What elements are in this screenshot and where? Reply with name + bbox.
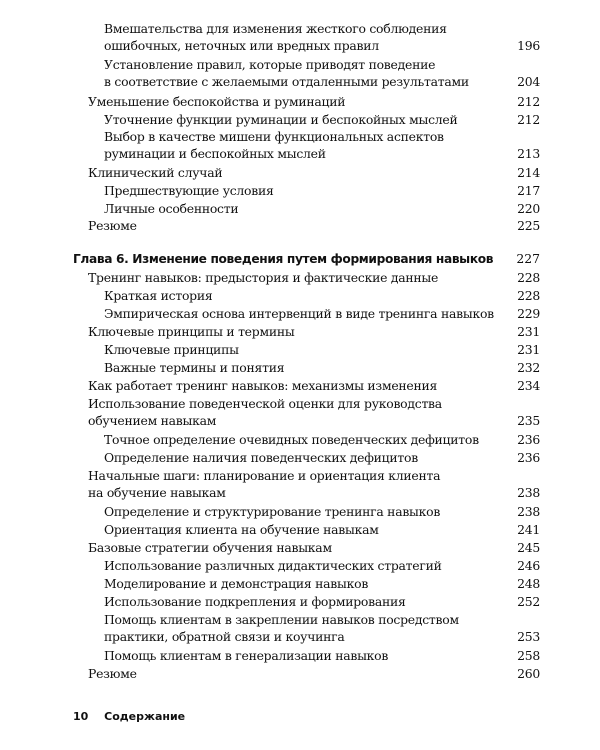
toc-entry-title: Уменьшение беспокойства и руминаций <box>88 94 346 109</box>
toc-entry-page: 252 <box>517 594 540 609</box>
toc-entry <box>88 94 540 110</box>
toc-entry <box>104 21 540 54</box>
toc-entry-title: Ключевые принципы и термины <box>88 324 295 339</box>
toc-entry-title: Использование поведенческой оценки для руководства <box>88 396 442 411</box>
footer-page-number: 10 <box>73 710 89 723</box>
toc-entry-title: Использование подкрепления и формирования <box>104 594 406 609</box>
toc-entry-page: 225 <box>517 218 540 233</box>
toc-entry <box>104 558 540 574</box>
toc-entry <box>104 183 540 199</box>
toc-entry-page: 258 <box>517 648 540 663</box>
toc-entry-title: Выбор в качестве мишени функциональных аспектов <box>104 129 444 144</box>
toc-entry-page: 253 <box>517 629 540 644</box>
toc-entry-page: 212 <box>517 94 540 109</box>
toc-entry-title: Помощь клиентам в генерализации навыков <box>104 648 389 663</box>
toc-entry-title: Резюме <box>88 218 137 233</box>
toc-entry-title: Важные термины и понятия <box>104 360 285 375</box>
toc-entry-title: Эмпирическая основа интервенций в виде тренинга навыков <box>104 306 494 321</box>
toc-entry <box>88 468 540 501</box>
toc-entry-page: 241 <box>517 522 540 537</box>
toc-entry-title: Моделирование и демонстрация навыков <box>104 576 369 591</box>
toc-entry-page: 238 <box>517 485 540 500</box>
toc-entry-title: Краткая история <box>104 288 213 303</box>
toc-entry-title: Клинический случай <box>88 165 223 180</box>
toc-entry <box>88 666 540 682</box>
toc-entry <box>104 288 540 304</box>
toc-entry-title: Резюме <box>88 666 137 681</box>
toc-entry-page: 260 <box>517 666 540 681</box>
toc-entry <box>104 594 540 610</box>
toc-entry <box>104 342 540 358</box>
toc-entry-page: 217 <box>517 183 540 198</box>
toc-entry-title-continued: на обучение навыкам <box>88 485 226 500</box>
toc-entry <box>104 504 540 520</box>
toc-entry <box>88 324 540 340</box>
toc-chapter-heading <box>73 251 540 267</box>
toc-entry <box>104 612 540 645</box>
toc-entry-page: 220 <box>517 201 540 216</box>
toc-entry-title: Использование различных дидактических стратегий <box>104 558 442 573</box>
toc-entry <box>104 306 540 322</box>
toc-entry <box>104 576 540 592</box>
toc-entry-page: 236 <box>517 432 540 447</box>
toc-entry-title: Личные особенности <box>104 201 239 216</box>
toc-entry <box>88 378 540 394</box>
toc-entry-title: Определение наличия поведенческих дефицитов <box>104 450 418 465</box>
toc-entry-page: 236 <box>517 450 540 465</box>
toc-entry-title: Тренинг навыков: предыстория и фактические данные <box>88 270 439 285</box>
toc-entry-title-continued: обучением навыкам <box>88 413 217 428</box>
toc-entry-page: 234 <box>517 378 540 393</box>
toc-entry-page: 229 <box>517 306 540 321</box>
toc-entry-page: 246 <box>517 558 540 573</box>
toc-entry <box>104 360 540 376</box>
toc-entry-title: Установление правил, которые приводят поведение <box>104 57 436 72</box>
toc-entry-page: 213 <box>517 146 540 161</box>
toc-entry <box>104 57 540 90</box>
toc-entry-page: 231 <box>517 342 540 357</box>
toc-entry <box>104 522 540 538</box>
toc-entry-page: 212 <box>517 112 540 127</box>
toc-entry-page: 232 <box>517 360 540 375</box>
toc-entry-title: Предшествующие условия <box>104 183 274 198</box>
toc-entry <box>104 648 540 664</box>
toc-entry-page: 231 <box>517 324 540 339</box>
toc-entry-title: Точное определение очевидных поведенческих дефицитов <box>104 432 479 447</box>
toc-entry-title: Помощь клиентам в закреплении навыков посредством <box>104 612 459 627</box>
toc-entry-page: 227 <box>516 251 540 266</box>
toc-entry <box>88 165 540 181</box>
toc-entry-page: 204 <box>517 74 540 89</box>
toc-entry <box>88 218 540 234</box>
chapter-title: Глава 6. Изменение поведения путем формирования навыков <box>73 252 494 266</box>
toc-entry <box>104 450 540 466</box>
toc-entry-title: Уточнение функции руминации и беспокойных мыслей <box>104 112 458 127</box>
toc-entry-title-continued: руминации и беспокойных мыслей <box>104 146 326 161</box>
page-footer <box>73 710 185 723</box>
toc-entry-title: Базовые стратегии обучения навыкам <box>88 540 332 555</box>
toc-entry <box>88 540 540 556</box>
toc-entry-title-continued: ошибочных, неточных или вредных правил <box>104 38 379 53</box>
toc-entry <box>104 432 540 448</box>
toc-entry-page: 214 <box>517 165 540 180</box>
toc-entry-title: Ориентация клиента на обучение навыкам <box>104 522 379 537</box>
toc-entry-title: Как работает тренинг навыков: механизмы изменения <box>88 378 438 393</box>
toc-entry-page: 228 <box>517 270 540 285</box>
toc-entry-title-continued: в соответствие с желаемыми отдаленными результатами <box>104 74 469 89</box>
toc-entry-title: Ключевые принципы <box>104 342 239 357</box>
toc-entry <box>104 201 540 217</box>
toc-entry-title-continued: практики, обратной связи и коучинга <box>104 629 345 644</box>
toc-entry-title: Определение и структурирование тренинга навыков <box>104 504 441 519</box>
toc-entry-page: 228 <box>517 288 540 303</box>
toc-entry <box>104 129 540 162</box>
footer-section-label: Содержание <box>104 710 186 723</box>
toc-entry-page: 248 <box>517 576 540 591</box>
toc-entry-title: Вмешательства для изменения жесткого соблюдения <box>104 21 447 36</box>
toc-entry-page: 238 <box>517 504 540 519</box>
toc-entry <box>104 112 540 128</box>
toc-entry <box>88 270 540 286</box>
toc-entry-page: 196 <box>517 38 540 53</box>
toc-entry-page: 235 <box>517 413 540 428</box>
toc-entry-title: Начальные шаги: планирование и ориентация клиента <box>88 468 441 483</box>
toc-entry <box>88 396 540 429</box>
toc-entry-page: 245 <box>517 540 540 555</box>
